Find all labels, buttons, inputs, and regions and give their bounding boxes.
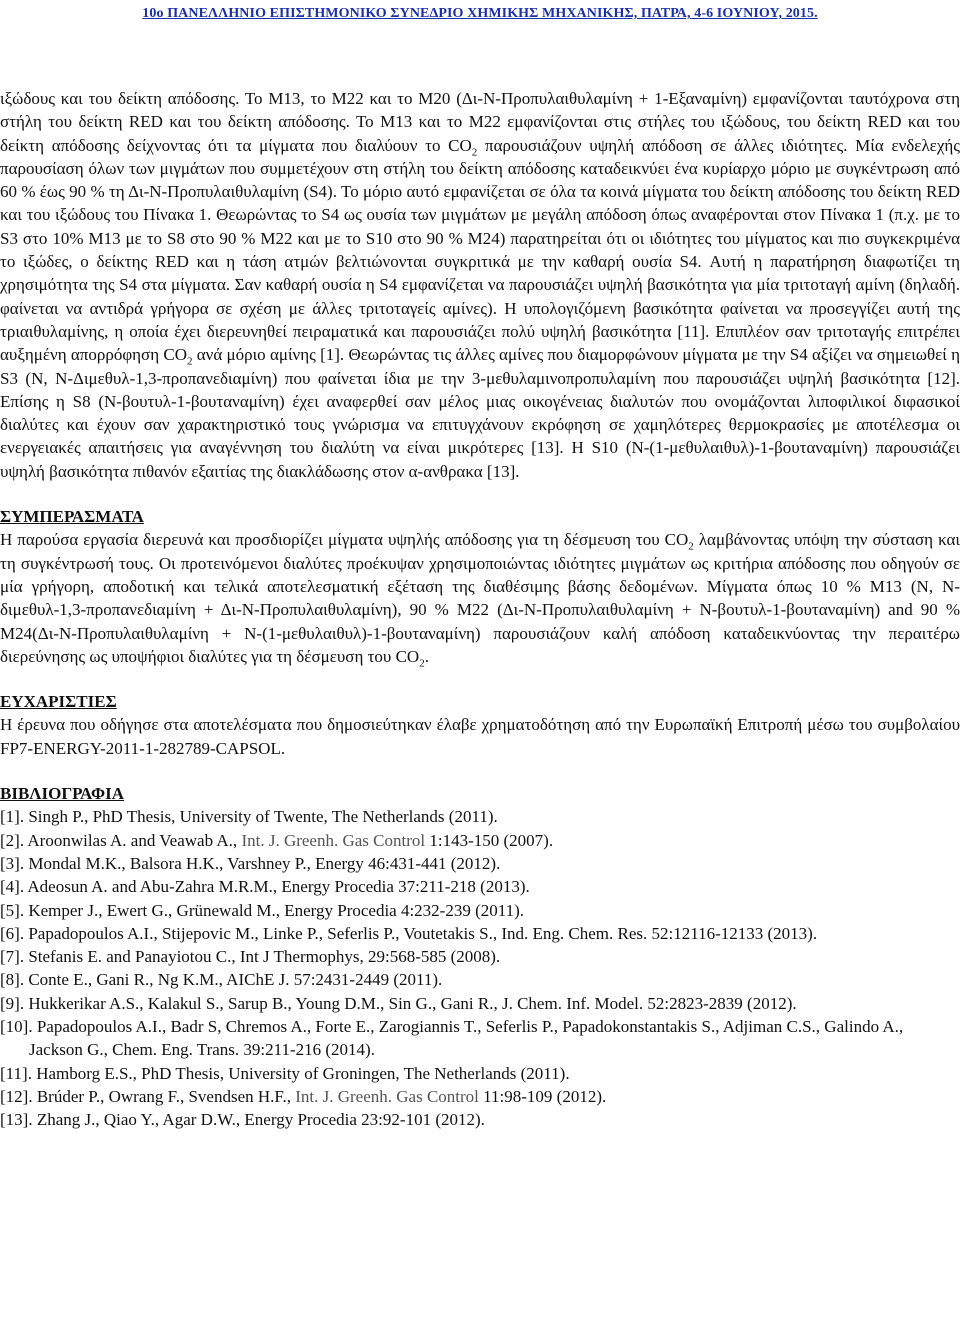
acknowledgements-heading: ΕΥΧΑΡΙΣΤΙΕΣ [0, 692, 117, 712]
conclusions-paragraph [0, 528, 960, 668]
subscript: 2 [419, 657, 425, 670]
reference-authors: [12]. Brúder P., Owrang F., Svendsen H.F., [0, 1086, 296, 1106]
reference-item: [6]. Papadopoulos A.I., Stijepovic M., Linke P., Seferlis P., Voutetakis S., Ind. Eng. Chem. Res. 52:12116-12133 (2013). [0, 923, 818, 943]
paragraph-text: παρουσιάζουν υψηλή απόδοση σε άλλες ιδιότητες. Μία ενδελεχής παρουσίαση όλων των μιγμάτων που συμμετέχουν στη στήλη του δείκτη απόδοσης καταδεικνύει ένα κυρίαρχο μόριο με συγκέντρωση από 60 % έως 90 % τη Δι-Ν-Προπυλαιθυλαμίνη (S4). Το μόριο αυτό εμφανίζεται σε όλα τα κοινά μίγματα του δείκτη απόδοσης του δείκτη RED και του ιξώδους του Πίνακα 1. Θεωρώντας το S4 ως ουσία των μιγμάτων με μεγάλη απόδοση όπως αναφέρονται στον Πίνακα 1 (π.χ. με το S3 στο 10% Μ13 με το S8 στο 90 % Μ22 και με το S10 στο 90 % Μ24) παρατηρείται ότι οι ιδιότητες του μίγματος και πιο συγκεκριμένα το ιξώδες, ο δείκτης RED και η τάση ατμών βελτιώνονται συγκριτικά με την καθαρή ουσία S4. Αυτή η παρατήρηση διαφωτίζει τη χρησιμότητα της S4 στα μίγματα. Σαν καθαρή ουσία η S4 εμφανίζεται να παρουσιάζει υψηλή βασικότητα για μία τριτοταγή αμίνη (δηλαδή. φαίνεται να αντιδρά γρήγορα σε σχέση με άλλες τριτοταγείς αμίνες). Η υπολογιζόμενη βασικότητα φαίνεται να προσεγγίζει αυτή της τριαιθυλαμίνης, η οποία έχει διερευνηθεί πειραματικά και παρουσιάζει πολύ υψηλή βασικότητα [11]. Επιπλέον σαν τριτοταγής επιτρέπει αυξημένη απορρόφηση CO [0, 135, 960, 365]
reference-item: [11]. Hamborg E.S., PhD Thesis, University of Groningen, The Netherlands (2011). [0, 1063, 570, 1083]
reference-authors: [2]. Aroonwilas A. and Veawab A., [0, 830, 242, 850]
paragraph-text: ιξώδους και του δείκτη απόδοσης. Το Μ13, το Μ22 και το Μ20 (Δι-Ν-Προπυλαιθυλαμίνη + 1-Εξαναμίνη) εμφανίζονται ταυτόχρονα στη στήλη του δείκτη RED και του δείκτη απόδοσης. Το Μ13 και το Μ22 εμφανίζονται στις στήλες του ιξώδους, του δείκτη RED και του δείκτη απόδοσης δείχνοντας ότι τα μίγματα που διαλύουν το CO [0, 89, 960, 155]
reference-item: [3]. Mondal M.K., Balsora H.K., Varshney P., Energy 46:431-441 (2012). [0, 853, 501, 873]
reference-volume: 1:143-150 (2007). [425, 830, 554, 850]
reference-item: [9]. Hukkerikar A.S., Kalakul S., Sarup B., Young D.M., Sin G., Gani R., J. Chem. Inf. Model. 52:2823-2839 (2012). [0, 993, 797, 1013]
journal-name: Int. J. Greenh. Gas Control [241, 830, 426, 850]
paragraph-text: . [424, 646, 429, 666]
reference-item: [1]. Singh P., PhD Thesis, University of Twente, The Netherlands (2011). [0, 807, 498, 827]
paragraph-text: Η παρούσα εργασία διερευνά και προσδιορίζει μίγματα υψηλής απόδοσης για τη δέσμευση του CO [0, 530, 689, 550]
reference-volume: 11:98-109 (2012). [478, 1086, 607, 1106]
subscript: 2 [688, 540, 694, 553]
conclusions-heading: ΣΥΜΠΕΡΑΣΜΑΤΑ [0, 507, 144, 527]
subscript: 2 [186, 355, 193, 368]
reference-list [0, 805, 960, 1131]
subscript: 2 [471, 145, 478, 158]
reference-item [0, 1085, 960, 1108]
results-paragraph [0, 87, 960, 483]
reference-item: [4]. Adeosun A. and Abu-Zahra M.R.M., Energy Procedia 37:211-218 (2013). [0, 877, 530, 897]
references-heading: ΒΙΒΛΙΟΓΡΑΦΙΑ [0, 784, 125, 804]
paragraph-text: ανά μόριο αμίνης [1]. Θεωρώντας τις άλλες αμίνες που διαμορφώνουν μίγματα με την S4 αξίζει να σημειωθεί η S3 (Ν, Ν-Διμεθυλ-1,3-προπανεδιαμίνη) που φαίνεται ίδια με την 3-μεθυλαμινοπροπυλαμίνη που παρουσιάζει υψηλή βασικότητα [12]. Επίσης η S8 (Ν-βουτυλ-1-βουταναμίνη) έχει αναφερθεί σαν μέλος μιας οικογένειας διαλυτών που ονομάζονται λιποφιλικοί διφασικοί διαλύτες και έχουν σαν χαρακτηριστικό τους γνώρισμα να επιτυγχάνουν εκρόφηση σε χαμηλότερες θερμοκρασίες με αποτέλεσμα οι ενεργειακές απαιτήσεις για αναγέννηση του διαλύτη να είναι μικρότερες [13]. Η S10 (Ν-(1-μεθυλαιθυλ)-1-βουταναμίνη) παρουσιάζει υψηλή βασικότητα πιθανόν εξαιτίας της διακλάδωσης στον α-ανθρακα [13]. [0, 345, 960, 481]
reference-item: [10]. Papadopoulos A.I., Badr S, Chremos A., Forte E., Zarogiannis T., Seferlis P., Papadokonstantakis S., Adjiman C.S., Galindo A., Jackson G., Chem. Eng. Trans. 39:211-216 (2014). [0, 1016, 904, 1060]
journal-name: Int. J. Greenh. Gas Control [295, 1086, 479, 1106]
acknowledgements-paragraph: Η έρευνα που οδήγησε στα αποτελέσματα που δημοσιεύτηκαν έλαβε χρηματοδότηση από την Ευρωπαϊκή Επιτροπή μέσω του συμβολαίου FP7-ENERGY-2011-1-282789-CAPSOL. [0, 715, 960, 758]
reference-item: [5]. Kemper J., Ewert G., Grünewald M., Energy Procedia 4:232-239 (2011). [0, 900, 525, 920]
reference-item [0, 829, 960, 852]
reference-item: [8]. Conte E., Gani R., Ng K.M., AIChE J. 57:2431-2449 (2011). [0, 970, 443, 990]
page-header: 10ο ΠΑΝΕΛΛΗΝΙΟ ΕΠΙΣΤΗΜΟΝΙΚΟ ΣΥΝΕΔΡΙΟ ΧΗΜΙΚΗΣ ΜΗΧΑΝΙΚΗΣ, ΠΑΤΡΑ, 4-6 ΙΟΥΝΙΟΥ, 2015. [142, 6, 818, 21]
reference-item: [7]. Stefanis E. and Panayiotou C., Int J Thermophys, 29:568-585 (2008). [0, 947, 501, 967]
paragraph-text: λαμβάνοντας υπόψη την σύσταση και τη συγκέντρωσή τους. Οι προτεινόμενοι διαλύτες προέκυψαν χρησιμοποιώντας ιδιότητες μιγμάτων ως κριτήρια απόδοσης που οδηγούν σε μία γρήγορη, αποδοτική και τελικά αποτελεσματική εξέταση της διαθέσιμης βάσης δεδομένων. Μίγματα όπως 10 % Μ13 (N, Ν-διμεθυλ-1,3-προπανεδιαμίνη + Δι-Ν-Προπυλαιθυλαμίνη), 90 % Μ22 (Δι-Ν-Προπυλαιθυλαμίνη + Ν-βουτυλ-1-βουταναμίνη) and 90 % Μ24(Δι-Ν-Προπυλαιθυλαμίνη + Ν-(1-μεθυλαιθυλ)-1-βουταναμίνη) παρουσιάζουν καλή απόδοση καταδεικνύοντας την περαιτέρω διερεύνησης ως υποψήφιοι διαλύτες για τη δέσμευση του CO [0, 530, 960, 666]
page-body [0, 87, 960, 1131]
reference-item: [13]. Zhang J., Qiao Y., Agar D.W., Energy Procedia 23:92-101 (2012). [0, 1110, 485, 1130]
